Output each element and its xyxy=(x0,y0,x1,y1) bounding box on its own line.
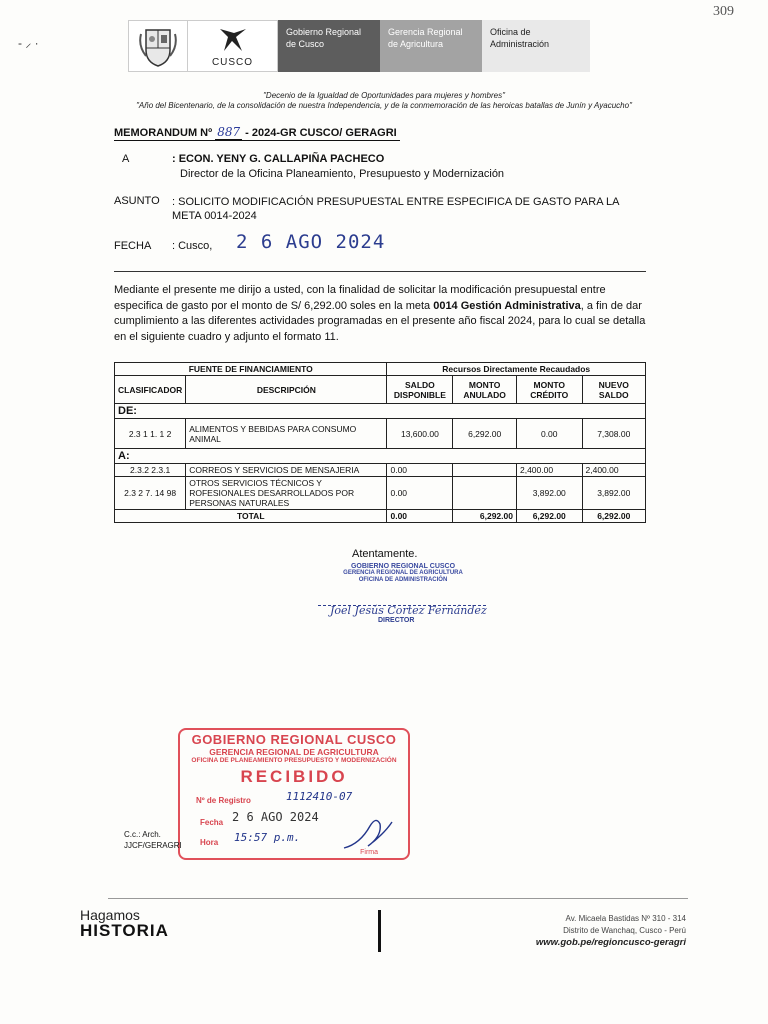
footer-hagamos: Hagamos xyxy=(80,907,140,923)
header-logos xyxy=(128,20,590,72)
total-row: TOTAL 0.00 6,292.00 6,292.00 6,292.00 xyxy=(115,510,646,523)
fecha-label: Fecha xyxy=(200,818,224,827)
recipient-name: : ECON. YENY G. CALLAPIÑA PACHECO xyxy=(172,153,385,165)
col-nuevo: NUEVO SALDO xyxy=(582,376,646,404)
fuente-header: FUENTE DE FINANCIAMIENTO xyxy=(115,363,387,376)
hora-label: Hora xyxy=(200,838,219,847)
cusco-logo: CUSCO xyxy=(188,20,278,72)
memo-underline xyxy=(114,140,400,141)
decenio-quote: "Decenio de la Igualdad de Oportunidades para mujeres y hombres" "Año del Bicentenario, de la consolidación de nuestra Independencia, y de la conmemoración de las heroicas batallas de Junín y Ayacucho" xyxy=(136,91,632,110)
footer-historia: HISTORIA xyxy=(80,921,169,940)
subject-text: : SOLICITO MODIFICACIÓN PRESUPUESTAL ENTRE ESPECIFICA DE GASTO PARA LA META 0014-2024 xyxy=(172,196,619,222)
footer-divider xyxy=(108,898,688,899)
firma-signature-icon xyxy=(340,816,400,852)
table-row: 2.3 2 7. 14 98 OTROS SERVICIOS TÉCNICOS Y ROFESIONALES DESARROLLADOS POR PERSONAS NATURALES 0.00 3,892.00 3,892.00 xyxy=(115,477,646,510)
recursos-header: Recursos Directamente Recaudados xyxy=(387,363,646,376)
section-a: A: xyxy=(115,449,646,464)
col-anulado: MONTO ANULADO xyxy=(453,376,517,404)
footer-address: Av. Micaela Bastidas Nº 310 - 314 Distrito de Wanchaq, Cusco - Perú www.gob.pe/regioncusco-geragri xyxy=(535,914,686,948)
table-row: 2.3 1 1. 1 2 ALIMENTOS Y BEBIDAS PARA CONSUMO ANIMAL 13,600.00 6,292.00 0.00 7,308.00 xyxy=(115,419,646,449)
registro-label: Nº de Registro xyxy=(196,796,251,805)
body-paragraph: Mediante el presente me dirijo a usted, con la finalidad de solicitar la modificación presupuestal entre especifica de gasto por el monto de S/ 6,292.00 soles en la meta 0014 Gestión Administrativa, a fin de dar cumplimiento a las diferentes actividades programadas en el presente año fiscal 2024, para lo cual se detalla en el siguiente cuadro y adjunto el formato 11. xyxy=(114,284,646,343)
hora-value: 15:57 p.m. xyxy=(234,831,301,844)
received-stamp: GOBIERNO REGIONAL CUSCO GERENCIA REGIONAL DE AGRICULTURA OFICINA DE PLANEAMIENTO PRESUPUESTO Y MODERNIZACIÓN RECIBIDO Nº de Registro 1112410-07 Fecha 2 6 AGO 2024 Hora 15:57 p.m. Firma xyxy=(178,728,410,860)
col-descripcion: DESCRIPCIÓN xyxy=(186,376,387,404)
footer-vertical-bar xyxy=(378,910,381,952)
date-place: : Cusco, xyxy=(172,240,213,252)
memo-number: 887 xyxy=(217,125,241,139)
col-saldo: SALDO DISPONIBLE xyxy=(387,376,453,404)
cusco-emblem-icon xyxy=(216,25,250,55)
section-de: DE: xyxy=(115,404,646,419)
date-stamp: 2 6 AGO 2024 xyxy=(236,231,386,253)
fecha-value: 2 6 AGO 2024 xyxy=(232,810,319,824)
footer-website: www.gob.pe/regioncusco-geragri xyxy=(535,937,686,948)
firma-label: Firma xyxy=(360,849,378,856)
cc-block: C.c.: Arch. JJCF/GERAGRI xyxy=(124,830,182,850)
signature-role: DIRECTOR xyxy=(378,617,415,624)
subject-label: ASUNTO xyxy=(114,195,160,207)
date-label: FECHA xyxy=(114,240,152,252)
budget-table xyxy=(114,362,646,523)
header-gerencia-agricultura: Gerencia Regional de Agricultura xyxy=(380,20,482,72)
header-gobierno-regional: Gobierno Regional de Cusco xyxy=(278,20,380,72)
registro-value: 1112410-07 xyxy=(286,790,353,803)
table-row: 2.3.2 2.3.1 CORREOS Y SERVICIOS DE MENSAJERIA 0.00 2,400.00 2,400.00 xyxy=(115,464,646,477)
to-label: A xyxy=(122,153,130,165)
margin-scribble: - ⸝ · xyxy=(18,36,39,50)
memo-title: MEMORANDUM Nº 887 - 2024-GR CUSCO/ GERAGRI xyxy=(114,125,397,139)
divider xyxy=(114,271,646,272)
peru-coat-of-arms-icon xyxy=(128,20,188,72)
page-number: 309 xyxy=(713,4,734,19)
closing: Atentamente. xyxy=(352,548,418,560)
recipient-role: Director de la Oficina Planeamiento, Presupuesto y Modernización xyxy=(180,168,505,180)
signature-name: Joel Jesús Cortez Fernández xyxy=(330,604,487,617)
col-clasificador: CLASIFICADOR xyxy=(115,376,186,404)
col-credito: MONTO CRÉDITO xyxy=(516,376,582,404)
director-stamp: GOBIERNO REGIONAL CUSCO GERENCIA REGIONAL DE AGRICULTURA OFICINA DE ADMINISTRACIÓN xyxy=(343,563,463,583)
header-oficina-administracion: Oficina de Administración xyxy=(482,20,590,72)
